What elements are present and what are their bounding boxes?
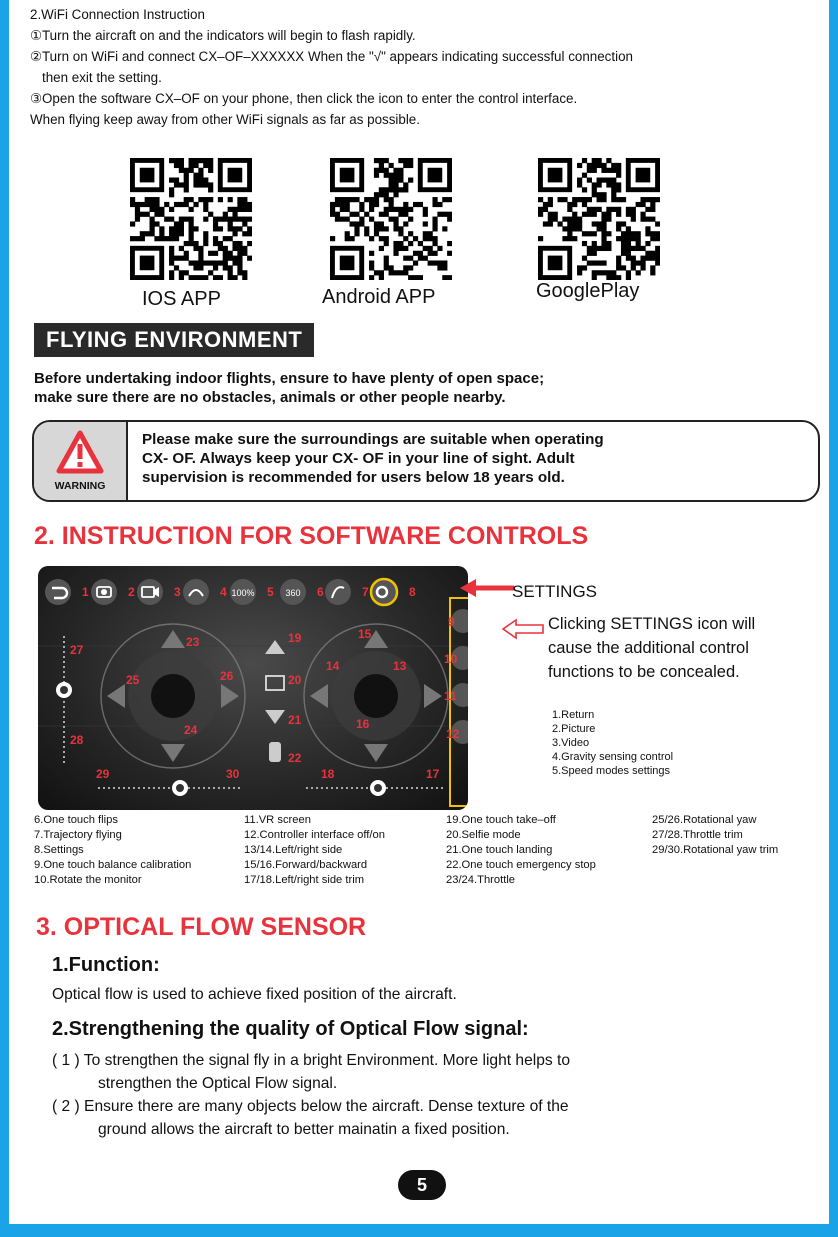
- legend-item: 10.Rotate the monitor: [34, 874, 142, 886]
- legend-item: 19.One touch take–off: [446, 814, 556, 826]
- legend-item: 21.One touch landing: [446, 844, 553, 856]
- control-interface-screenshot: [38, 566, 468, 810]
- screen-callout-20: 20: [288, 673, 302, 687]
- screen-callout-22: 22: [288, 751, 302, 765]
- legend-item: 23/24.Throttle: [446, 874, 516, 886]
- app-download-row: [0, 158, 838, 308]
- wifi-step-2-cont: then exit the setting.: [42, 70, 162, 85]
- screen-callout-16: 16: [356, 717, 370, 731]
- strength-item-1: ( 1 ) To strengthen the signal fly in a bright Environment. More light helps to: [52, 1052, 571, 1069]
- android-qr-code[interactable]: [330, 158, 452, 280]
- legend-item: 11.VR screen: [244, 814, 311, 826]
- android-app-label: Android APP: [322, 286, 436, 308]
- environment-line-1: Before undertaking indoor flights, ensure to have plenty of open space;: [34, 370, 545, 387]
- screen-callout-6: 6: [317, 585, 324, 599]
- warning-icon-cell: [34, 422, 128, 500]
- legend-item: 8.Settings: [34, 844, 84, 856]
- gravity-sensing-icon[interactable]: [183, 579, 209, 605]
- page-border-bottom: [0, 1224, 838, 1237]
- legend-column-2: [244, 813, 385, 888]
- screen-callout-27: 27: [70, 643, 84, 657]
- warning-line-1: Please make sure the surroundings are suitable when operating: [142, 431, 604, 448]
- legend-item: 15/16.Forward/backward: [244, 859, 368, 871]
- side-trim-slider[interactable]: [306, 780, 446, 796]
- screen-callout-15: 15: [358, 627, 372, 641]
- screen-callout-11: 11: [444, 689, 457, 703]
- selfie-button[interactable]: [266, 676, 284, 690]
- screen-callout-3: 3: [174, 585, 181, 599]
- settings-note: [548, 612, 808, 684]
- screen-callout-5: 5: [267, 585, 274, 599]
- page-number: 5: [398, 1170, 446, 1200]
- settings-gear-icon[interactable]: [371, 579, 397, 605]
- legend-item: 29/30.Rotational yaw trim: [652, 844, 779, 856]
- googleplay-label: GooglePlay: [536, 280, 640, 302]
- screen-callout-28: 28: [70, 733, 84, 747]
- video-icon[interactable]: [137, 579, 163, 605]
- screen-callout-21: 21: [288, 713, 302, 727]
- settings-label: SETTINGS: [512, 582, 598, 601]
- screen-callout-29: 29: [96, 767, 110, 781]
- mini-list-item: 2.Picture: [552, 723, 596, 735]
- wifi-instructions: [30, 4, 820, 130]
- control-interface-drawing: [38, 566, 468, 810]
- wifi-step-3: ③Open the software CX–OF on your phone, then click the icon to enter the control interface.: [30, 91, 578, 106]
- mini-list-item: 4.Gravity sensing control: [552, 751, 674, 763]
- environment-text: [34, 369, 814, 407]
- legend-item: 7.Trajectory flying: [34, 829, 122, 841]
- takeoff-button[interactable]: [265, 640, 285, 654]
- trajectory-icon[interactable]: [325, 579, 351, 605]
- screen-callout-12: 12: [446, 727, 460, 741]
- settings-note-line-1: Clicking SETTINGS icon will: [548, 615, 756, 633]
- speed-mode-icon[interactable]: [230, 579, 256, 605]
- warning-line-3: supervision is recommended for users below 18 years old.: [142, 469, 565, 486]
- camera-icon[interactable]: [91, 579, 117, 605]
- yaw-trim-slider[interactable]: [98, 780, 243, 796]
- screen-callout-26: 26: [220, 669, 234, 683]
- function-text: Optical flow is used to achieve fixed position of the aircraft.: [52, 986, 457, 1003]
- mini-list-item: 1.Return: [552, 709, 595, 721]
- legend-column-3: [446, 813, 596, 888]
- screen-callout-8: 8: [409, 585, 416, 599]
- settings-note-line-3: functions to be concealed.: [548, 663, 740, 681]
- warning-line-2: CX- OF. Always keep your CX- OF in your line of sight. Adult: [142, 450, 575, 467]
- strength-item-2-cont: ground allows the aircraft to better mainatin a fixed position.: [98, 1121, 510, 1138]
- optical-flow-heading: 3. OPTICAL FLOW SENSOR: [36, 913, 367, 941]
- strength-list: [52, 1049, 812, 1141]
- mini-legend-list: [552, 708, 673, 778]
- screen-callout-1: 1: [82, 585, 89, 599]
- mini-list-item: 5.Speed modes settings: [552, 765, 671, 777]
- hollow-arrow-icon: [502, 618, 544, 640]
- mini-list-item: 3.Video: [552, 737, 590, 749]
- screen-callout-30: 30: [226, 767, 240, 781]
- wifi-step-1: ①Turn the aircraft on and the indicators will begin to flash rapidly.: [30, 28, 416, 43]
- wifi-note: When flying keep away from other WiFi signals as far as possible.: [30, 112, 420, 127]
- legend-item: 20.Selfie mode: [446, 829, 521, 841]
- googleplay-qr-code[interactable]: [538, 158, 660, 280]
- ios-qr-code[interactable]: [130, 158, 252, 280]
- warning-label: WARNING: [54, 480, 106, 492]
- legend-item: 13/14.Left/right side: [244, 844, 343, 856]
- ios-app-label: IOS APP: [142, 288, 221, 310]
- screen-callout-7: 7: [362, 585, 369, 599]
- screen-callout-4: 4: [220, 585, 227, 599]
- emergency-stop-button[interactable]: [269, 742, 281, 762]
- legend-item: 27/28.Throttle trim: [652, 829, 743, 841]
- software-controls-heading: 2. INSTRUCTION FOR SOFTWARE CONTROLS: [34, 522, 589, 550]
- settings-note-line-2: cause the additional control: [548, 639, 749, 657]
- flying-environment-heading: FLYING ENVIRONMENT: [34, 323, 314, 357]
- legend-item: 17/18.Left/right side trim: [244, 874, 365, 886]
- screen-callout-18: 18: [321, 767, 335, 781]
- screen-callout-25: 25: [126, 673, 140, 687]
- settings-arrow-icon: [460, 578, 514, 598]
- landing-button[interactable]: [265, 710, 285, 724]
- legend-item: 25/26.Rotational yaw: [652, 814, 757, 826]
- strength-title: 2.Strengthening the quality of Optical Flow signal:: [52, 1018, 529, 1040]
- environment-line-2: make sure there are no obstacles, animals or other people nearby.: [34, 389, 506, 406]
- legend-column-1: [34, 813, 191, 888]
- wifi-step-2: ②Turn on WiFi and connect CX–OF–XXXXXX When the "√" appears indicating successful connection: [30, 49, 633, 64]
- screen-callout-2: 2: [128, 585, 135, 599]
- wifi-title: 2.WiFi Connection Instruction: [30, 7, 205, 22]
- strength-item-1-cont: strengthen the Optical Flow signal.: [98, 1075, 338, 1092]
- svg-text:360: 360: [285, 588, 301, 598]
- warning-text: [142, 430, 812, 487]
- screen-callout-9: 9: [448, 615, 455, 629]
- legend-column-4: [652, 813, 778, 858]
- legend-item: 12.Controller interface off/on: [244, 829, 385, 841]
- warning-box: [32, 420, 820, 502]
- warning-triangle-icon: [56, 430, 104, 474]
- flip-icon[interactable]: [280, 579, 306, 605]
- strength-item-2: ( 2 ) Ensure there are many objects below the aircraft. Dense texture of the: [52, 1098, 569, 1115]
- speed-mode-value: 100%: [231, 588, 255, 598]
- legend-item: 6.One touch flips: [34, 814, 118, 826]
- legend-item: 9.One touch balance calibration: [34, 859, 192, 871]
- screen-callout-17: 17: [426, 767, 440, 781]
- function-title: 1.Function:: [52, 954, 160, 976]
- screen-callout-24: 24: [184, 723, 198, 737]
- screen-callout-14: 14: [326, 659, 340, 673]
- screen-callout-19: 19: [288, 631, 302, 645]
- legend-item: 22.One touch emergency stop: [446, 859, 596, 871]
- screen-callout-23: 23: [186, 635, 200, 649]
- screen-callout-13: 13: [393, 659, 407, 673]
- return-icon[interactable]: [45, 579, 71, 605]
- screen-callout-10: 10: [444, 652, 458, 666]
